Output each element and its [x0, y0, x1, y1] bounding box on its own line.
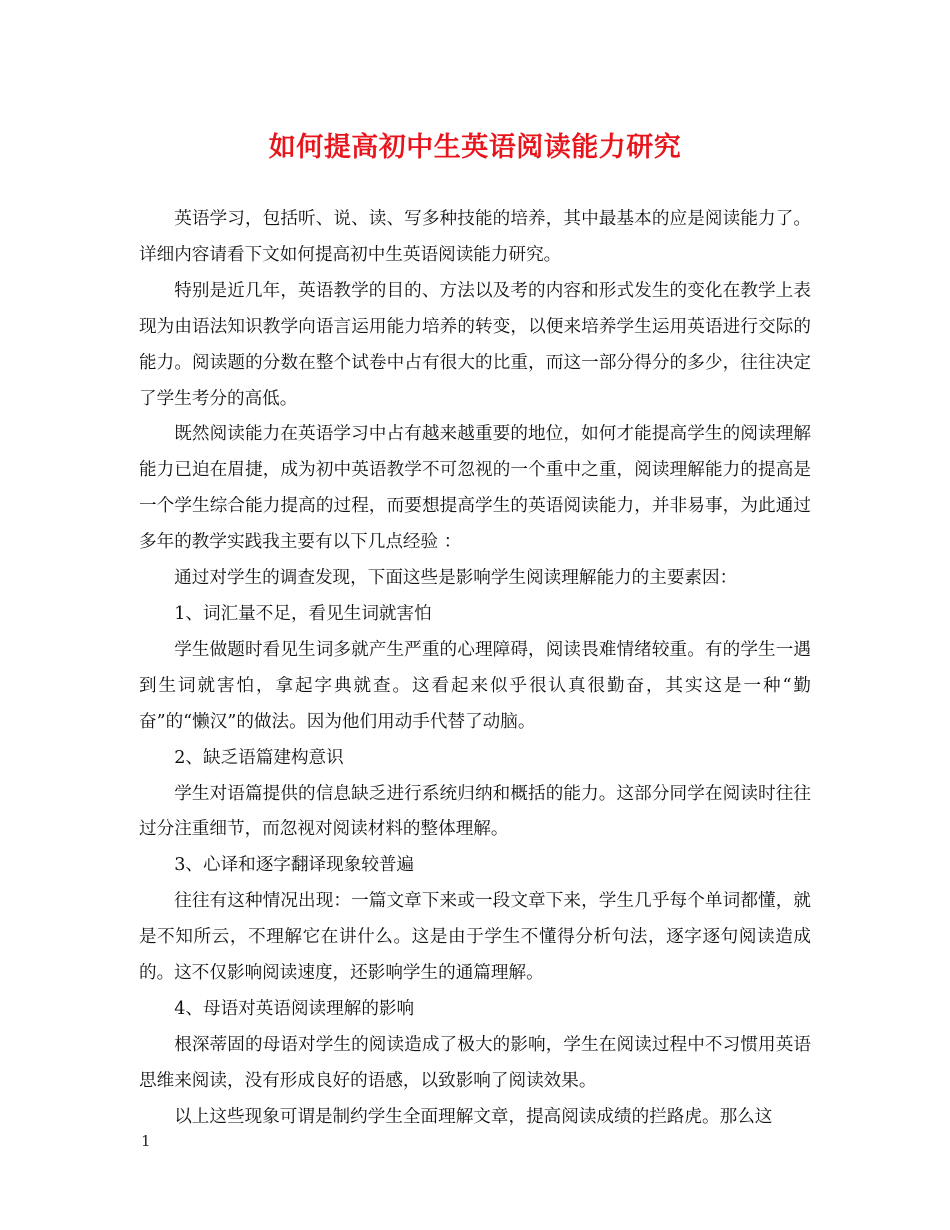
document-title: 如何提高初中生英语阅读能力研究 [268, 132, 682, 163]
page-number: 1 [141, 1132, 151, 1150]
paragraph: 学生对语篇提供的信息缺乏进行系统归纳和概括的能力。这部分同学在阅读时往往过分注重细节，而忽视对阅读材料的整体理解。 [139, 783, 811, 840]
section-heading: 1、词汇量不足，看见生词就害怕 [174, 603, 432, 624]
paragraph: 通过对学生的调查发现，下面这些是影响学生阅读理解能力的主要素因： [174, 568, 738, 589]
paragraph: 根深蒂固的母语对学生的阅读造成了极大的影响，学生在阅读过程中不习惯用英语思维来阅读，没有形成良好的语感，以致影响了阅读效果。 [139, 1034, 811, 1091]
paragraph: 以上这些现象可谓是制约学生全面理解文章，提高阅读成绩的拦路虎。那么这 [174, 1106, 773, 1127]
paragraph: 特别是近几年，英语教学的目的、方法以及考的内容和形式发生的变化在教学上表现为由语法知识教学向语言运用能力培养的转变，以便来培养学生运用英语进行交际的能力。阅读题的分数在整个试卷中占有很大的比重，而这一部分得分的多少，往往决定了学生考分的高低。 [139, 280, 811, 409]
paragraph: 既然阅读能力在英语学习中占有越来越重要的地位，如何才能提高学生的阅读理解能力已迫在眉捷，成为初中英语教学不可忽视的一个重中之重，阅读理解能力的提高是一个学生综合能力提高的过程，而要想提高学生的英语阅读能力，并非易事，为此通过多年的教学实践我主要有以下几点经验 ： [139, 424, 811, 553]
section-heading: 4、母语对英语阅读理解的影响 [174, 998, 415, 1019]
section-heading: 2、缺乏语篇建构意识 [174, 747, 344, 768]
document-body [139, 202, 811, 1136]
section-heading: 3、心译和逐字翻译现象较普遍 [174, 855, 415, 876]
paragraph: 往往有这种情况出现：一篇文章下来或一段文章下来，学生几乎每个单词都懂，就是不知所云，不理解它在讲什么。这是由于学生不懂得分析句法，逐字逐句阅读造成的。这不仅影响阅读速度，还影响学生的通篇理解。 [139, 891, 811, 984]
paragraph: 英语学习，包括听、说、读、写多种技能的培养，其中最基本的应是阅读能力了。 详细内容请看下文如何提高初中生英语阅读能力研究。 [139, 209, 811, 265]
paragraph: 学生做题时看见生词多就产生严重的心理障碍，阅读畏难情绪较重。有的学生一遇到生词就害怕，拿起字典就查。这看起来似乎很认真很勤奋，其实这是一种“勤奋”的“懒汉”的做法。因为他们用动手代替了动脑。 [139, 639, 811, 732]
